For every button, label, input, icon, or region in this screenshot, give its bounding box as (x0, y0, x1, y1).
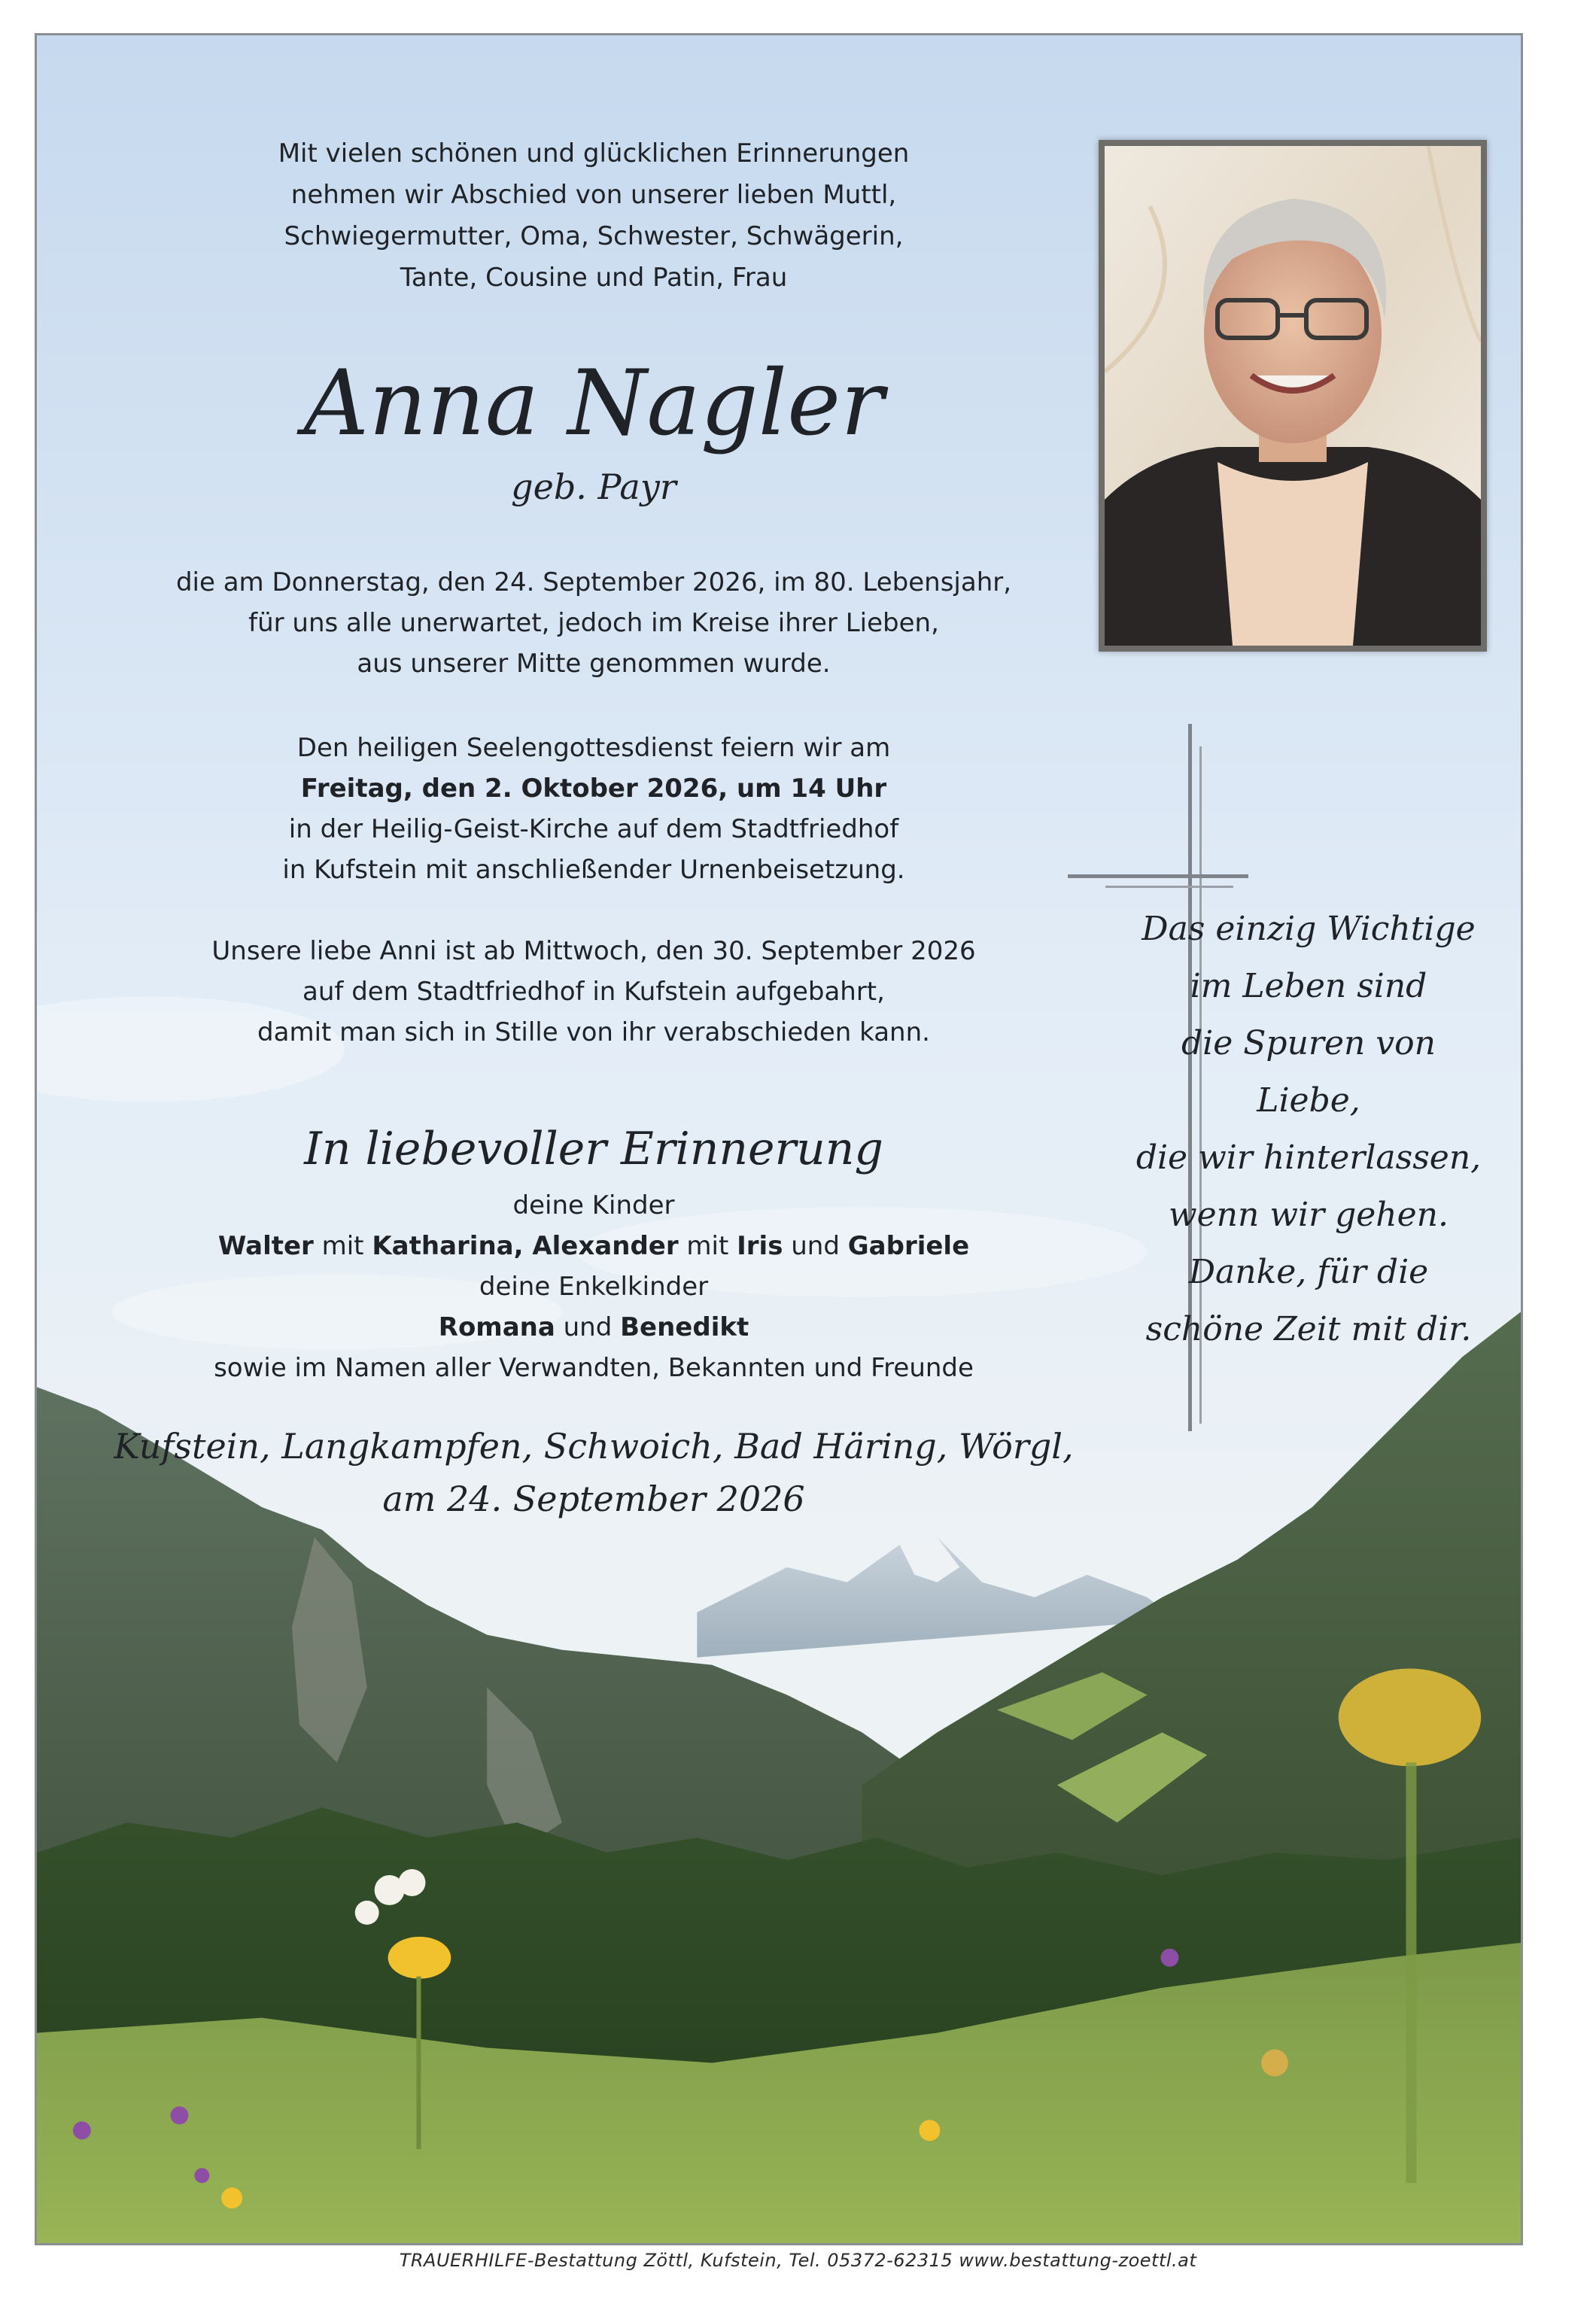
remembrance-heading: In liebevoller Erinnerung (304, 1123, 883, 1175)
grandchild-name: Romana (438, 1312, 555, 1342)
quote-line: wenn wir gehen. (1168, 1196, 1449, 1234)
child-name: Gabriele (847, 1231, 970, 1261)
service-line: in der Heilig-Geist-Kirche auf dem Stadtfriedhof (288, 814, 899, 844)
viewing-info (112, 931, 1075, 1053)
child-name: Katharina, Alexander (372, 1231, 679, 1261)
connector: und (783, 1231, 848, 1261)
children-label: deine Kinder (512, 1190, 675, 1220)
service-date: Freitag, den 2. Oktober 2026, um 14 Uhr (300, 774, 887, 804)
child-name: Walter (217, 1231, 314, 1261)
viewing-line: damit man sich in Stille von ihr verabschieden kann. (257, 1017, 930, 1047)
others-line: sowie im Namen aller Verwandten, Bekannten und Freunde (214, 1353, 974, 1383)
intro-line: nehmen wir Abschied von unserer lieben Muttl, (290, 180, 897, 210)
family-list (112, 1185, 1075, 1388)
deceased-name: Anna Nagler (303, 351, 884, 456)
quote-line: im Leben sind (1190, 967, 1427, 1005)
death-notice-line: die am Donnerstag, den 24. September 2026, im 80. Lebensjahr, (175, 567, 1012, 597)
quote-line: Das einzig Wichtige (1142, 910, 1476, 948)
service-info (112, 728, 1075, 890)
quote-line: schöne Zeit mit dir. (1145, 1310, 1472, 1348)
date-line: am 24. September 2026 (382, 1479, 805, 1519)
quote-line: die wir hinterlassen, (1135, 1138, 1482, 1177)
place-date (112, 1420, 1075, 1525)
portrait-image (1105, 146, 1481, 646)
grandchild-name: Benedikt (620, 1312, 749, 1342)
death-notice-line: für uns alle unerwartet, jedoch im Kreise ihrer Lieben, (248, 608, 939, 638)
footer-funeral-home: TRAUERHILFE-Bestattung Zöttl, Kufstein, Tel. 05372-62315 www.bestattung-zoettl.at (399, 2250, 1197, 2271)
connector: mit (678, 1231, 737, 1261)
obituary-card (35, 33, 1523, 2245)
death-notice-line: aus unserer Mitte genommen wurde. (357, 649, 831, 679)
grandchildren-label: deine Enkelkinder (479, 1272, 709, 1302)
connector: mit (313, 1231, 372, 1261)
memorial-quote (1128, 901, 1489, 1358)
child-name: Iris (737, 1231, 783, 1261)
intro-line: Tante, Cousine und Patin, Frau (400, 263, 788, 293)
intro-line: Schwiegermutter, Oma, Schwester, Schwägerin, (284, 221, 904, 251)
service-line: in Kufstein mit anschließender Urnenbeisetzung. (282, 855, 905, 885)
place-line: Kufstein, Langkampfen, Schwoich, Bad Häring, Wörgl, (114, 1426, 1074, 1467)
viewing-line: Unsere liebe Anni ist ab Mittwoch, den 30. September 2026 (211, 936, 976, 966)
children-names (112, 1226, 1075, 1266)
portrait-photo (1099, 140, 1487, 652)
viewing-line: auf dem Stadtfriedhof in Kufstein aufgebahrt, (302, 977, 885, 1007)
grandchildren-names (112, 1307, 1075, 1348)
quote-line: Danke, für die (1188, 1253, 1429, 1291)
birth-name: geb. Payr (511, 467, 676, 507)
intro-line: Mit vielen schönen und glücklichen Erinnerungen (278, 138, 910, 169)
quote-line: die Spuren von Liebe, (1181, 1024, 1436, 1120)
connector: und (555, 1312, 621, 1342)
intro-text (150, 133, 1038, 299)
service-line: Den heiligen Seelengottesdienst feiern wir am (296, 733, 891, 763)
death-notice (112, 562, 1075, 684)
